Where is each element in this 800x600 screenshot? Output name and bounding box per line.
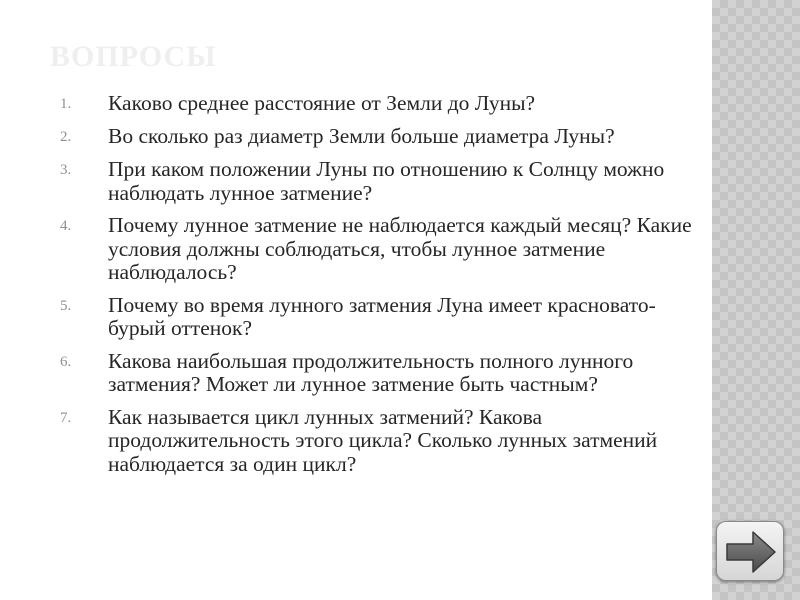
list-item <box>60 350 700 397</box>
list-item <box>60 406 700 477</box>
list-item-number: 6. <box>60 353 72 370</box>
next-slide-button[interactable] <box>716 521 784 581</box>
list-item-number: 3. <box>60 162 72 178</box>
list-item-text: Почему во время лунного затмения Луна имеет красновато-бурый оттенок? <box>108 292 656 340</box>
list-item-text: Какова наибольшая продолжительность полного лунного затмения? Может ли лунное затмение быть частным? <box>108 348 634 396</box>
list-item-number: 2. <box>60 129 72 145</box>
decorative-sidebar <box>712 0 800 600</box>
list-item <box>60 92 700 116</box>
list-item-text: Каково среднее расстояние от Земли до Луны? <box>108 91 536 115</box>
list-item <box>60 125 700 149</box>
list-item <box>60 294 700 341</box>
list-item-number: 1. <box>60 96 72 112</box>
list-item-number: 7. <box>60 409 72 426</box>
list-item <box>60 214 700 285</box>
list-item-text: Во сколько раз диаметр Земли больше диаметра Луны? <box>108 124 615 148</box>
slide-title: ВОПРОСЫ <box>50 40 217 73</box>
questions-list <box>60 92 700 485</box>
list-item <box>60 158 700 205</box>
list-item-text: Почему лунное затмение не наблюдается каждый месяц? Какие условия должны соблюдаться, чтобы лунное затмение наблюдалось? <box>108 213 692 284</box>
list-item-number: 4. <box>60 218 72 234</box>
list-item-text: При каком положении Луны по отношению к Солнцу можно наблюдать лунное затмение? <box>108 157 665 205</box>
list-item-number: 5. <box>60 297 72 314</box>
list-item-text: Как называется цикл лунных затмений? Какова продолжительность этого цикла? Сколько лунных затмений наблюдается за один цикл? <box>108 404 658 476</box>
arrow-right-icon <box>717 522 785 582</box>
